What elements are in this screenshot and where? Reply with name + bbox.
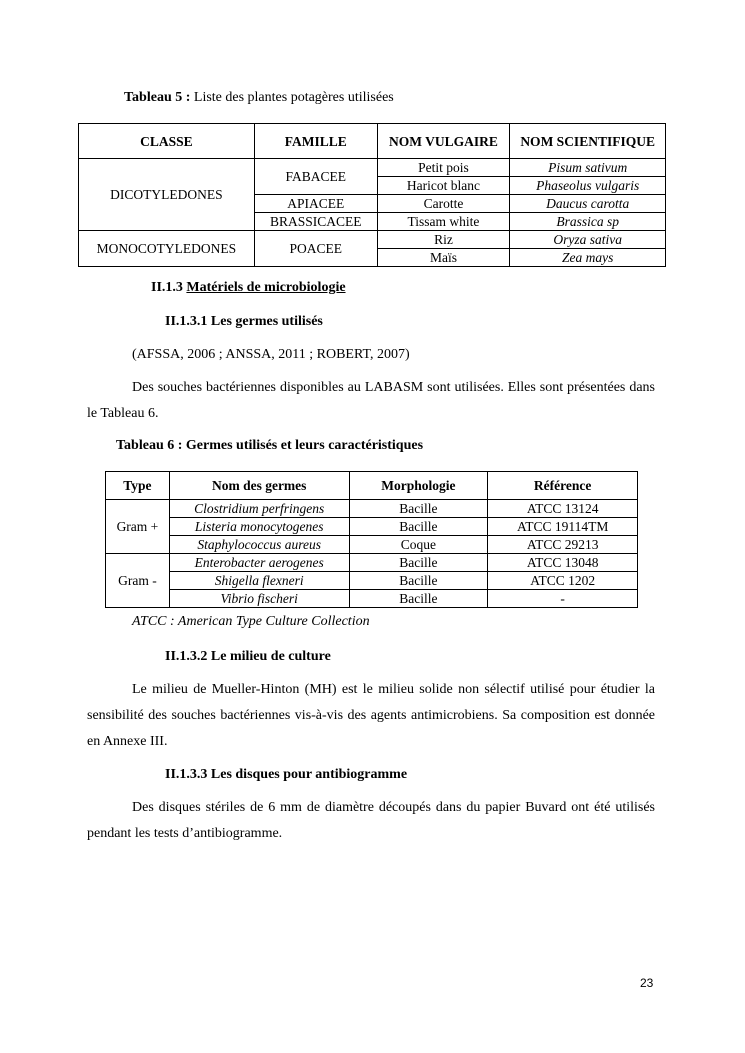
section-heading-ii-1-3 [151,280,346,296]
table6-cell-morphologie: Bacille [349,518,488,536]
table6-cell-germe: Vibrio fischeri [169,590,349,608]
table5-header-classe: CLASSE [79,124,255,159]
table5-cell-vulgaire: Petit pois [377,159,510,177]
table6-header-reference: Référence [488,472,638,500]
table5-family-apiacee: APIACEE [254,195,377,213]
table-row [79,231,666,249]
table6-cell-reference: ATCC 29213 [488,536,638,554]
section-heading-ii-1-3-1: II.1.3.1 Les germes utilisés [165,314,323,329]
section-title: Matériels de microbiologie [186,280,346,295]
table5-cell-vulgaire: Maïs [377,249,510,267]
table6-cell-morphologie: Bacille [349,572,488,590]
table-row [106,536,638,554]
table6-cell-germe: Enterobacter aerogenes [169,554,349,572]
table5-cell-vulgaire: Carotte [377,195,510,213]
paragraph-milieu [87,677,655,755]
table6-cell-reference: - [488,590,638,608]
section-heading-ii-1-3-2: II.1.3.2 Le milieu de culture [165,649,331,664]
page-number: 23 [640,976,654,990]
table5-class-dicot: DICOTYLEDONES [79,159,255,231]
table6-cell-reference: ATCC 19114TM [488,518,638,536]
table5-caption-label: Tableau 5 : [124,90,191,105]
table5-family-poacee: POACEE [254,231,377,267]
table6-header-type: Type [106,472,170,500]
table5-family-fabacee: FABACEE [254,159,377,195]
table5-family-brassicacee: BRASSICACEE [254,213,377,231]
table-row [106,500,638,518]
table6-cell-morphologie: Bacille [349,500,488,518]
paragraph-souches [87,375,655,427]
table6-cell-morphologie: Bacille [349,590,488,608]
table6-cell-germe: Clostridium perfringens [169,500,349,518]
table5-caption [124,90,394,106]
table6-header-morphologie: Morphologie [349,472,488,500]
table6-header-row [106,472,638,500]
table5-header-row [79,124,666,159]
table5-header-famille: FAMILLE [254,124,377,159]
table6-cell-reference: ATCC 13048 [488,554,638,572]
section-heading-ii-1-3-3: II.1.3.3 Les disques pour antibiogramme [165,767,408,782]
paragraph-disques [87,795,655,847]
table5-cell-scientifique: Phaseolus vulgaris [510,177,666,195]
table6-caption: Tableau 6 : Germes utilisés et leurs caractéristiques [116,438,424,453]
table5-cell-scientifique: Pisum sativum [510,159,666,177]
table5-cell-vulgaire: Haricot blanc [377,177,510,195]
table5-cell-vulgaire: Tissam white [377,213,510,231]
table5-cell-scientifique: Brassica sp [510,213,666,231]
table-row [106,518,638,536]
table6 [105,471,638,608]
paragraph-text: Des disques stériles de 6 mm de diamètre découpés dans du papier Buvard ont été utilisés pendant les tests d’antibiogramme. [87,800,655,841]
table5 [78,123,666,267]
table-row [79,159,666,177]
table6-header-germes: Nom des germes [169,472,349,500]
paragraph-text: Le milieu de Mueller-Hinton (MH) est le milieu solide non sélectif utilisé pour étudier la sensibilité des souches bactériennes vis-à-vis des agents antimicrobiens. Sa composition est donnée en Annexe III. [87,682,655,749]
table6-cell-germe: Staphylococcus aureus [169,536,349,554]
table5-caption-text: Liste des plantes potagères utilisées [190,90,394,105]
table5-cell-scientifique: Oryza sativa [510,231,666,249]
table6-type-gram-positive: Gram + [106,500,170,554]
table6-cell-morphologie: Bacille [349,554,488,572]
table6-cell-germe: Listeria monocytogenes [169,518,349,536]
table6-cell-germe: Shigella flexneri [169,572,349,590]
table5-header-nom-scientifique: NOM SCIENTIFIQUE [510,124,666,159]
table5-cell-vulgaire: Riz [377,231,510,249]
table6-cell-morphologie: Coque [349,536,488,554]
table6-cell-reference: ATCC 13124 [488,500,638,518]
table6-cell-reference: ATCC 1202 [488,572,638,590]
references-line: (AFSSA, 2006 ; ANSSA, 2011 ; ROBERT, 2007) [132,347,410,362]
table-row [106,572,638,590]
table5-class-monocot: MONOCOTYLEDONES [79,231,255,267]
table-row [106,554,638,572]
table6-note: ATCC : American Type Culture Collection [132,614,370,629]
table-row [106,590,638,608]
section-number: II.1.3 [151,280,187,295]
table6-type-gram-negative: Gram - [106,554,170,608]
table5-cell-scientifique: Daucus carotta [510,195,666,213]
paragraph-text: Des souches bactériennes disponibles au LABASM sont utilisées. Elles sont présentées dans le Tableau 6. [87,380,655,421]
table5-header-nom-vulgaire: NOM VULGAIRE [377,124,510,159]
table5-cell-scientifique: Zea mays [510,249,666,267]
